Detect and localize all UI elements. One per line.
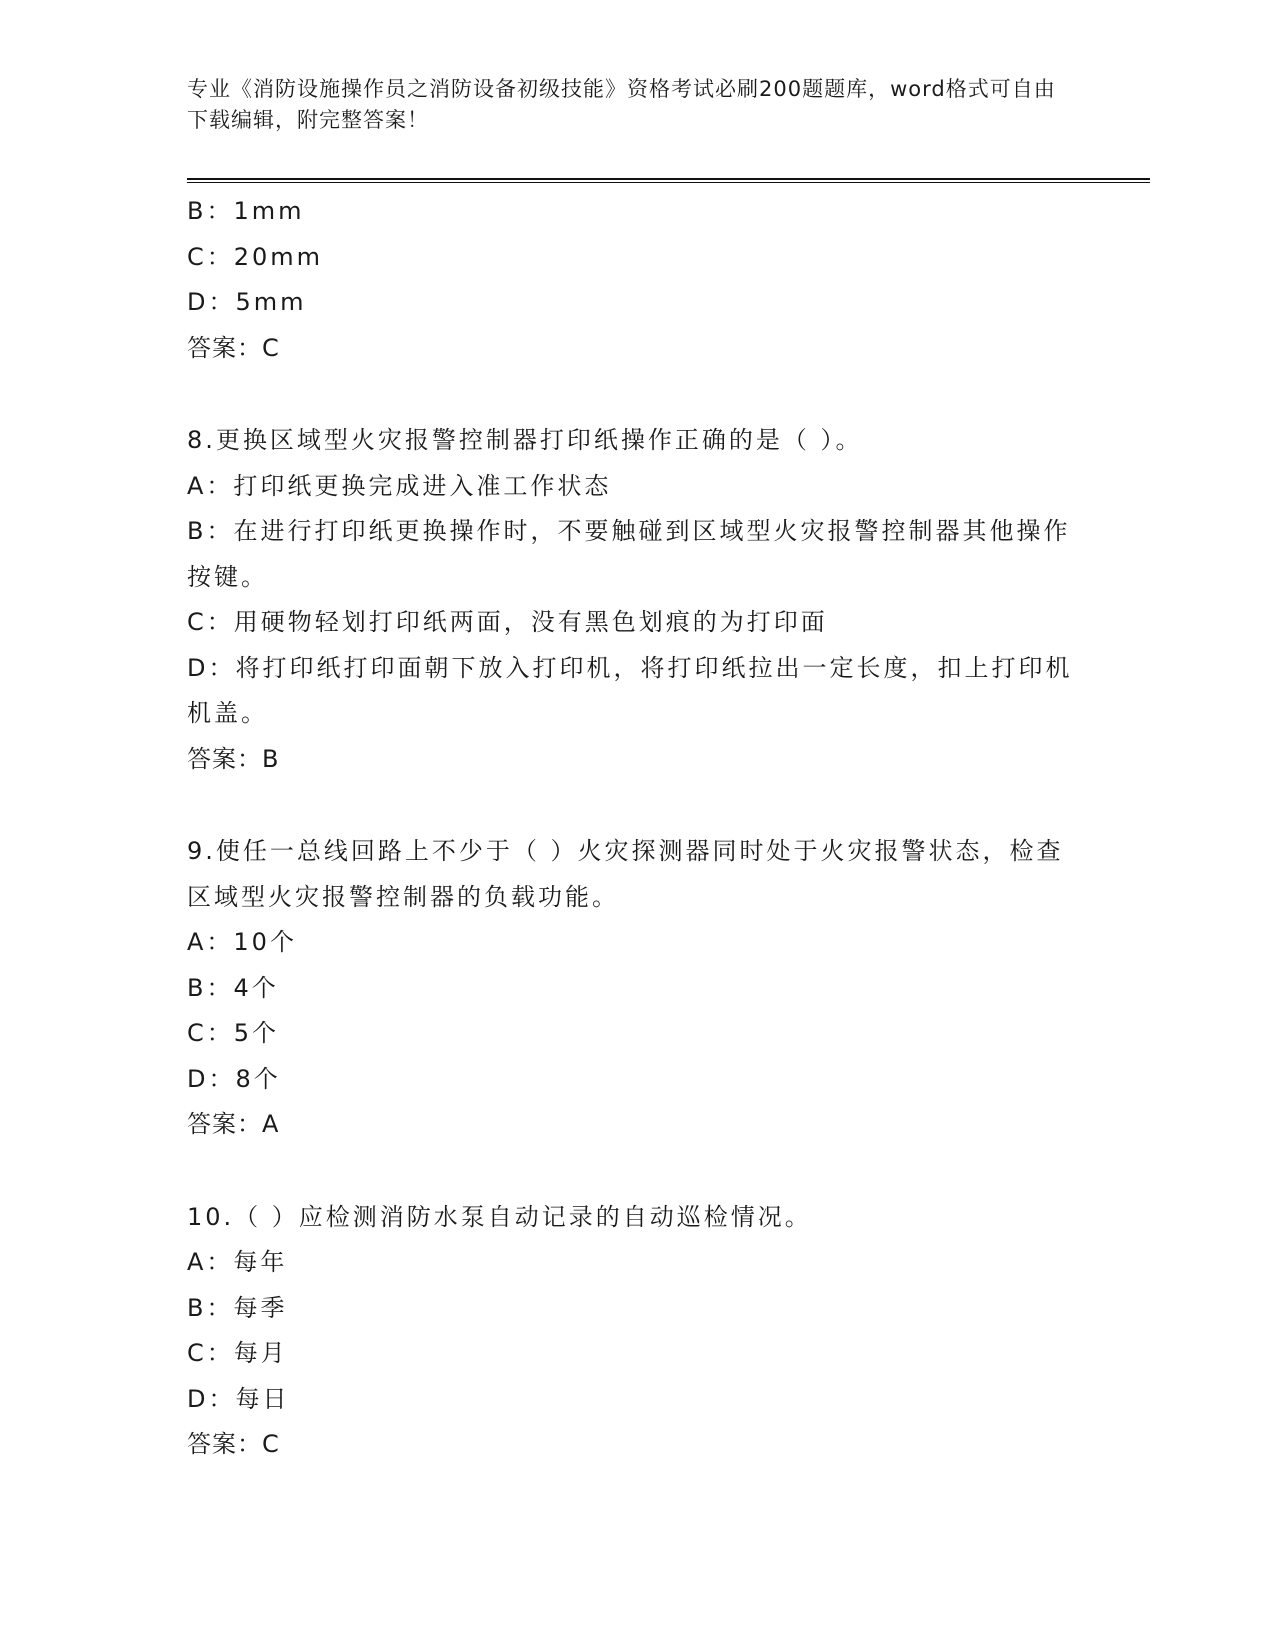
option-a: A：打印纸更换完成进入准工作状态 [187,471,612,500]
spacer [187,371,1077,418]
question-content [187,189,1077,1468]
question-stem: 9.使任一总线回路上不少于（ ）火灾探测器同时处于火灾报警状态，检查区域型火灾报警控制器的负载功能。 [187,837,1064,911]
header-divider-thick [187,178,1150,180]
answer: 答案：C [187,333,280,362]
option-c: C：20mm [187,242,324,271]
option-d: D：8个 [187,1064,281,1093]
option-d: D：将打印纸打印面朝下放入打印机，将打印纸拉出一定长度，扣上打印机机盖。 [187,653,1073,727]
spacer [187,1148,1077,1195]
question-stem: 10.（ ）应检测消防水泵自动记录的自动巡检情况。 [187,1202,812,1231]
option-c: C：每月 [187,1339,288,1367]
answer: 答案：A [187,1110,280,1138]
option-c: C：用硬物轻划打印纸两面，没有黑色划痕的为打印面 [187,608,828,636]
question-9 [187,829,1077,1148]
option-c: C：5个 [187,1019,280,1047]
option-b: B：每季 [187,1293,288,1322]
spacer [187,782,1077,829]
question-stem: 8.更换区域型火灾报警控制器打印纸操作正确的是（ ）。 [187,426,863,454]
option-b: B：4个 [187,973,279,1002]
question-10 [187,1195,1077,1468]
option-a: A：每年 [187,1248,288,1276]
page-header: 专业《消防设施操作员之消防设备初级技能》资格考试必刷200题题库，word格式可自由下载编辑，附完整答案！ [187,77,1056,132]
answer: 答案：C [187,1430,280,1458]
option-a: A：10个 [187,928,297,956]
option-d: D：5mm [187,288,307,316]
answer: 答案：B [187,744,280,773]
option-d: D：每日 [187,1384,290,1413]
header-divider-thin [187,182,1150,183]
option-b: B：1mm [187,197,305,225]
option-b: B：在进行打印纸更换操作时，不要触碰到区域型火灾报警控制器其他操作按键。 [187,517,1071,591]
question-7-continued [187,189,1077,371]
question-8 [187,418,1077,782]
